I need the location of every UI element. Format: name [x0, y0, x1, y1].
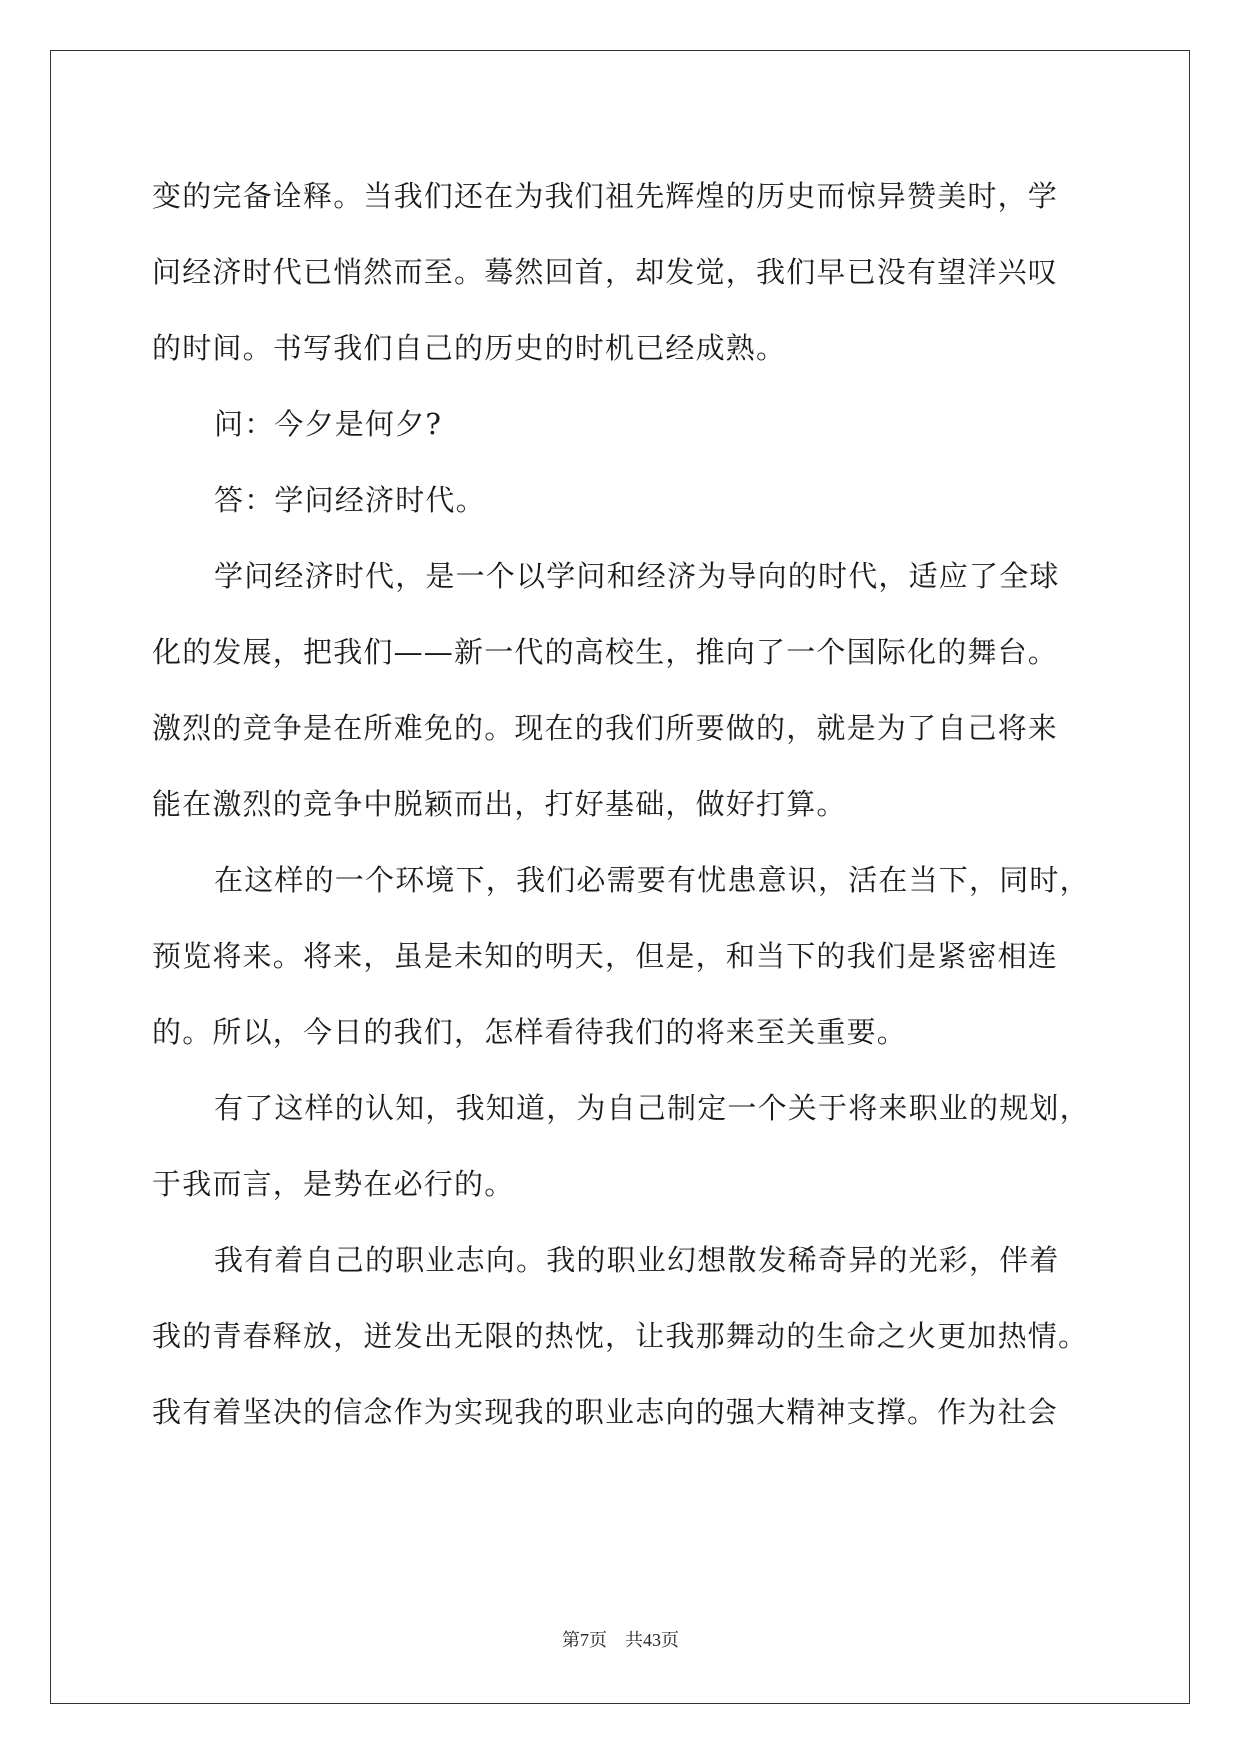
text-line: 变的完备诠释。当我们还在为我们祖先辉煌的历史而惊异赞美时，学	[152, 179, 1059, 213]
text-line: 化的发展，把我们——新一代的高校生，推向了一个国际化的舞台。	[152, 635, 1059, 669]
text-line: 我的青春释放，迸发出无限的热忱，让我那舞动的生命之火更加热情。	[152, 1319, 1089, 1353]
text-line: 问经济时代已悄然而至。蓦然回首，却发觉，我们早已没有望洋兴叹	[152, 255, 1059, 289]
text-line: 学问经济时代，是一个以学问和经济为导向的时代，适应了全球	[214, 559, 1060, 593]
text-line: 有了这样的认知，我知道，为自己制定一个关于将来职业的规划，	[214, 1091, 1090, 1125]
text-line: 问：今夕是何夕?	[214, 407, 443, 441]
text-line: 于我而言，是势在必行的。	[152, 1167, 515, 1201]
text-line: 激烈的竞争是在所难免的。现在的我们所要做的，就是为了自己将来	[152, 711, 1059, 745]
text-line: 能在激烈的竞争中脱颖而出，打好基础，做好打算。	[152, 787, 847, 821]
page-number-footer: 第7页 共43页	[562, 1630, 679, 1650]
text-line: 的。所以，今日的我们，怎样看待我们的将来至关重要。	[152, 1015, 908, 1049]
text-line: 在这样的一个环境下，我们必需要有忧患意识，活在当下，同时，	[214, 863, 1090, 897]
document-body	[152, 158, 1092, 1450]
text-line: 我有着坚决的信念作为实现我的职业志向的强大精神支撑。作为社会	[152, 1395, 1059, 1429]
text-line: 的时间。书写我们自己的历史的时机已经成熟。	[152, 331, 787, 365]
text-line: 我有着自己的职业志向。我的职业幻想散发稀奇异的光彩，伴着	[214, 1243, 1060, 1277]
text-line: 答：学问经济时代。	[214, 483, 486, 517]
text-line: 预览将来。将来，虽是未知的明天，但是，和当下的我们是紧密相连	[152, 939, 1059, 973]
